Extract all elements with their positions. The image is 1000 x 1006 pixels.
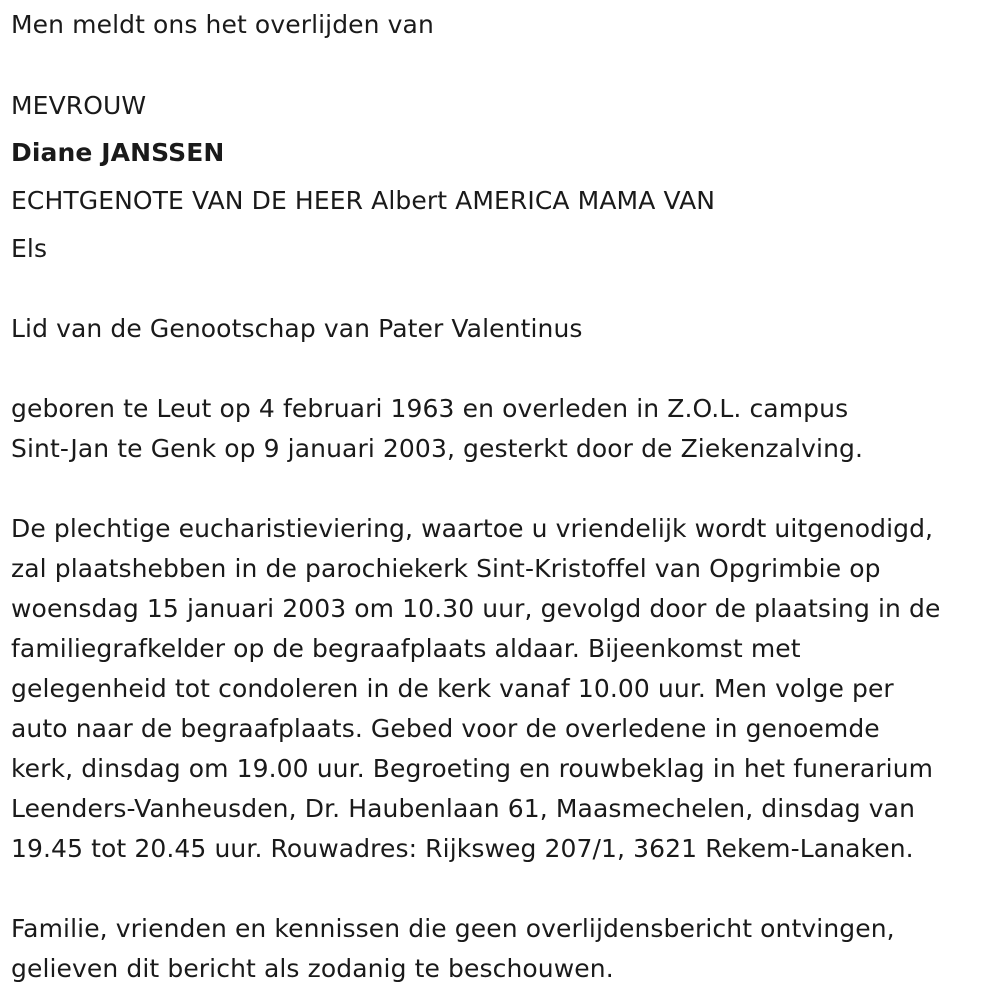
ceremony-line: woensdag 15 januari 2003 om 10.30 uur, gevolgd door de plaatsing in de	[11, 594, 941, 623]
birth-death-line: geboren te Leut op 4 februari 1963 en overleden in Z.O.L. campus	[11, 394, 849, 423]
title-prefix: MEVROUW	[11, 91, 147, 120]
ceremony-line: kerk, dinsdag om 19.00 uur. Begroeting en rouwbeklag in het funerarium	[11, 754, 934, 783]
deceased-name: Diane JANSSEN	[11, 138, 225, 167]
closing-line: gelieven dit bericht als zodanig te beschouwen.	[11, 954, 614, 983]
ceremony-line: Leenders-Vanheusden, Dr. Haubenlaan 61, Maasmechelen, dinsdag van	[11, 794, 916, 823]
ceremony-line: familiegrafkelder op de begraafplaats aldaar. Bijeenkomst met	[11, 634, 801, 663]
birth-death-line: Sint-Jan te Genk op 9 januari 2003, gesterkt door de Ziekenzalving.	[11, 434, 864, 463]
ceremony-line: 19.45 tot 20.45 uur. Rouwadres: Rijksweg 207/1, 3621 Rekem-Lanaken.	[11, 834, 914, 863]
ceremony-line: gelegenheid tot condoleren in de kerk vanaf 10.00 uur. Men volge per	[11, 674, 894, 703]
relation-line: ECHTGENOTE VAN DE HEER Albert AMERICA MAMA VAN	[11, 186, 716, 215]
ceremony-line: zal plaatshebben in de parochiekerk Sint-Kristoffel van Opgrimbie op	[11, 554, 881, 583]
relation-line: Els	[11, 234, 48, 263]
ceremony-line: De plechtige eucharistieviering, waartoe u vriendelijk wordt uitgenodigd,	[11, 514, 934, 543]
closing-line: Familie, vrienden en kennissen die geen overlijdensbericht ontvingen,	[11, 914, 895, 943]
ceremony-line: auto naar de begraafplaats. Gebed voor de overledene in genoemde	[11, 714, 880, 743]
intro-text: Men meldt ons het overlijden van	[11, 10, 434, 39]
membership-text: Lid van de Genootschap van Pater Valentinus	[11, 314, 583, 343]
